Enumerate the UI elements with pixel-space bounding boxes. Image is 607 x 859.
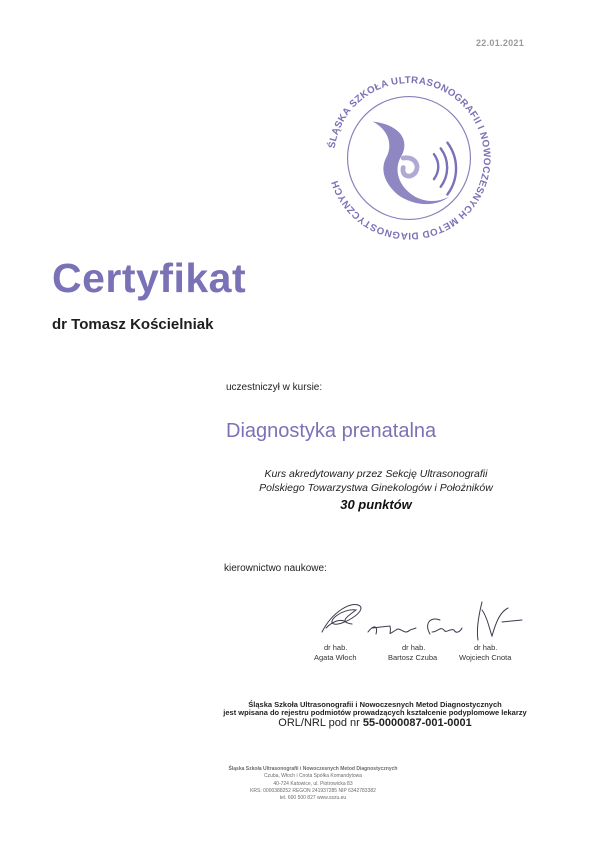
- signatory-2-degree: dr hab.: [402, 643, 426, 652]
- footer-line-4: KRS: 0000388252 REGON 241937285 NIP 6342783382: [250, 788, 376, 794]
- registry-number: 55-0000087-001-0001: [362, 717, 472, 729]
- certificate-title: Certyfikat: [52, 255, 247, 301]
- registry-number-line: [170, 717, 580, 729]
- signatory-3-degree: dr hab.: [474, 643, 498, 652]
- signatory-1-name: Agata Włoch: [314, 653, 357, 662]
- credit-points: 30 punktów: [340, 497, 412, 512]
- footer-line-5: tel. 600 500 827 www.sszu.eu: [279, 795, 347, 801]
- issue-date: 22.01.2021: [476, 38, 525, 48]
- footer-line-3: 40-724 Katowice, ul. Piotrowicka 83: [273, 781, 353, 787]
- registry-entry: jest wpisana do rejestru podmiotów prowadzących kształcenie podyplomowe lekarzy: [223, 708, 527, 717]
- signatory-1-degree: dr hab.: [324, 643, 348, 652]
- scientific-management-label: kierownictwo naukowe:: [224, 563, 327, 574]
- footer-line-1: Śląska Szkoła Ultrasonografii i Nowoczesnych Metod Diagnostycznych: [228, 766, 398, 772]
- handwritten-signatures: [312, 592, 532, 650]
- course-name: Diagnostyka prenatalna: [226, 420, 437, 442]
- participated-label: uczestniczył w kursie:: [226, 382, 323, 393]
- accreditation-line-1: Kurs akredytowany przez Sekcję Ultrasonografii: [264, 468, 488, 480]
- signatory-3-name: Wojciech Cnota: [459, 653, 512, 662]
- svg-text:ŚLĄSKA SZKOŁA ULTRASONOGRAFII: ŚLĄSKA SZKOŁA ULTRASONOGRAFII I NOWOCZESNYCH METOD DIAGNOSTYCZNYCH: [326, 75, 493, 241]
- accreditation-line-2: Polskiego Towarzystwa Ginekologów i Położników: [259, 482, 493, 494]
- registry-school-name: Śląska Szkoła Ultrasonografii i Nowoczesnych Metod Diagnostycznych: [248, 700, 502, 709]
- recipient-name: dr Tomasz Kościelniak: [52, 316, 214, 333]
- footer-line-2: Czuba, Włoch i Cnota Spółka Komandytowa: [263, 773, 363, 779]
- signatory-2-name: Bartosz Czuba: [388, 653, 438, 662]
- registry-number-prefix: ORL/NRL pod nr: [278, 717, 360, 729]
- school-seal-logo: [313, 62, 505, 254]
